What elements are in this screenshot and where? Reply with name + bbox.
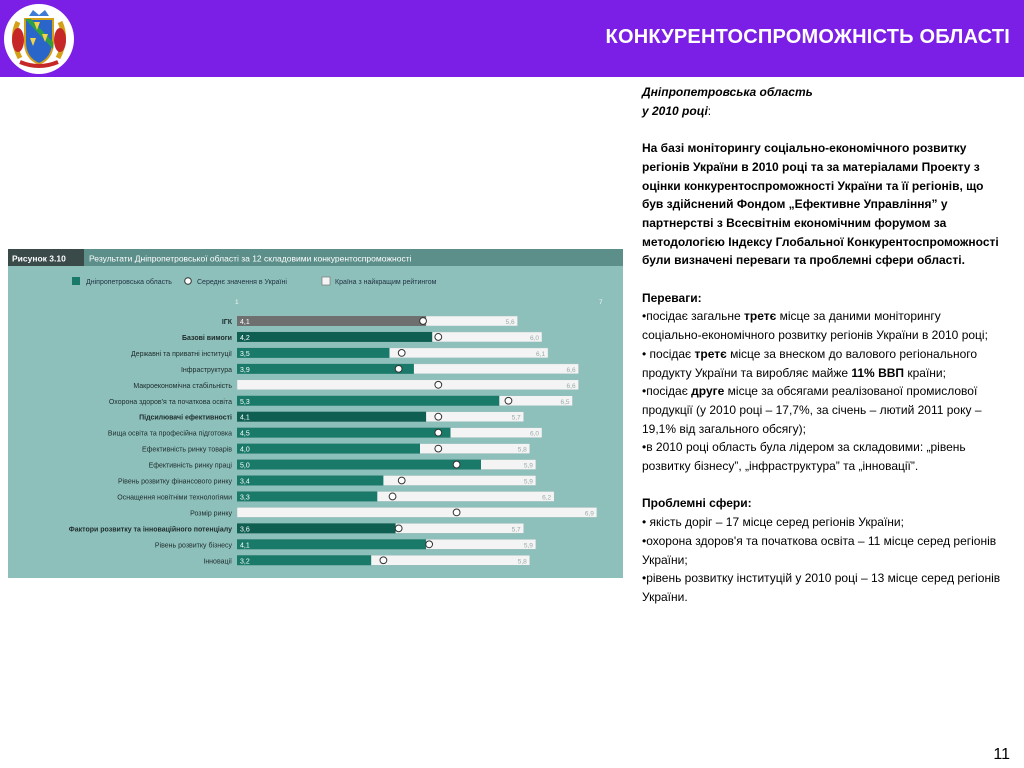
region-value: 3,3 (240, 494, 250, 502)
best-country-value: 5,8 (517, 446, 527, 454)
region-bar (237, 396, 499, 406)
best-country-value: 6,5 (560, 398, 570, 406)
region-value: 4,0 (240, 446, 250, 454)
problem-item-1: • якість доріг – 17 місце серед регіонів України; (642, 515, 904, 530)
category-label: Державні та приватні інституції (130, 350, 232, 358)
region-bar (237, 444, 420, 454)
page-title: КОНКУРЕНТОСПРОМОЖНІСТЬ ОБЛАСТІ (605, 26, 1010, 48)
competitiveness-chart (8, 249, 623, 578)
category-label: Розмір ринку (190, 510, 232, 518)
category-label: Фактори розвитку та інноваційного потенціалу (68, 526, 232, 534)
region-value: 4,2 (240, 334, 250, 342)
region-value: 4,1 (240, 414, 250, 422)
category-label: Інфраструктура (180, 366, 232, 374)
region-bar (237, 364, 414, 374)
best-country-value: 6,0 (529, 334, 539, 342)
best-country-value: 5,7 (511, 526, 521, 534)
region-value: 3,9 (240, 366, 250, 374)
ukraine-average-marker (395, 525, 402, 532)
intro-paragraph: На базі моніторингу соціально-економічного розвитку регіонів України в 2010 році та за матеріалами Проекту з оцінки конкурентоспроможності України та її регіонів, що був здійснений Фондом „Ефективне Управління” у партнерстві з Всесвітнім економічним форумом за методологією Індексу Глобальної Конкурентоспроможності були визначені переваги та проблемні сфери області. (642, 141, 999, 268)
region-bar (237, 523, 396, 533)
region-bar (237, 460, 481, 470)
best-country-value: 6,0 (529, 430, 539, 438)
category-label: Рівень розвитку бізнесу (154, 542, 232, 550)
legend-best-label: Країна з найкращим рейтингом (335, 279, 437, 286)
page-number: 11 (993, 746, 1010, 763)
ukraine-average-marker (395, 365, 402, 372)
category-label: ІГК (221, 319, 232, 326)
best-country-value: 5,7 (511, 414, 521, 422)
best-country-value: 6,2 (542, 494, 552, 502)
figure-label: Рисунок 3.10 (12, 253, 66, 264)
advantage-item-2: • посідає третє місце за внеском до валового регіонального продукту України та виробляє майже 11% ВВП країни; (642, 346, 978, 380)
legend-region-swatch (72, 277, 80, 285)
best-country-value: 5,9 (523, 542, 533, 550)
category-label: Оснащення новітніми технологіями (117, 494, 232, 502)
year-colon: : (707, 103, 712, 118)
region-bar (237, 316, 426, 326)
region-bar (237, 332, 432, 342)
problems-heading: Проблемні сфери: (642, 496, 752, 511)
category-label: Ефективність ринку товарів (142, 446, 232, 454)
coat-of-arms-icon (4, 4, 74, 74)
ukraine-average-marker (380, 557, 387, 564)
header-bar (0, 0, 1024, 77)
advantages-heading: Переваги: (642, 290, 702, 305)
region-bar (237, 428, 451, 438)
ukraine-average-marker (398, 477, 405, 484)
category-label: Вища освіта та професійна підготовка (107, 430, 232, 438)
category-label: Охорона здоров'я та початкова освіта (108, 398, 232, 406)
ukraine-average-marker (453, 461, 460, 468)
best-country-value: 5,6 (505, 319, 515, 326)
ukraine-average-marker (435, 334, 442, 341)
region-name: Дніпропетровська область (642, 85, 813, 99)
ukraine-average-marker (435, 381, 442, 388)
ukraine-average-marker (505, 397, 512, 404)
region-value: 4,1 (240, 542, 250, 550)
ukraine-average-marker (435, 413, 442, 420)
region-value: 4,5 (240, 430, 250, 438)
chart-svg (8, 249, 623, 578)
best-country-value: 6,6 (566, 382, 576, 390)
best-country-value: 5,9 (523, 478, 533, 486)
coat-of-arms-logo (4, 4, 74, 74)
region-bar (237, 476, 383, 486)
region-value: 4,1 (240, 319, 250, 326)
category-label: Рівень розвитку фінансового ринку (117, 478, 232, 486)
ukraine-average-marker (435, 429, 442, 436)
region-value: 5,0 (240, 462, 250, 470)
x-tick-min: 1 (235, 299, 239, 306)
region-value: 3,2 (240, 558, 250, 566)
ukraine-average-marker (420, 318, 427, 325)
region-value: 3,6 (240, 526, 250, 534)
advantage-item-1: •посідає загальне третє місце за даними моніторингу соціально-економічного розвитку регіонів України в 2010 році; (642, 309, 988, 343)
region-value: 3,5 (240, 350, 250, 358)
category-label: Підсилювачі ефективності (139, 414, 232, 422)
best-country-value: 6,6 (566, 366, 576, 374)
advantage-item-3: •посідає друге місце за обсягами реалізованої промислової продукції (у 2010 році – 17,7%, за січень – лютий 2011 року – 19,1% від загального обсягу); (642, 384, 982, 436)
best-country-value: 5,9 (523, 462, 533, 470)
region-bar (237, 348, 390, 358)
legend-avg-label: Середнє значення в Україні (197, 279, 287, 286)
category-label: Ефективність ринку праці (148, 462, 232, 470)
x-tick-max: 7 (599, 299, 603, 306)
ukraine-average-marker (453, 509, 460, 516)
problem-item-2: •охорона здоров'я та початкова освіта – 11 місце серед регіонів України; (642, 533, 997, 567)
ukraine-average-marker (389, 493, 396, 500)
category-label: Інновації (203, 558, 232, 566)
legend-best-swatch (322, 277, 330, 285)
region-bar (237, 555, 371, 565)
best-country-value: 6,9 (584, 510, 594, 518)
region-value: 5,3 (240, 398, 250, 406)
best-country-value: 6,1 (536, 350, 546, 358)
region-bar (237, 539, 426, 549)
region-year: у 2010 році (642, 103, 708, 118)
ukraine-average-marker (426, 541, 433, 548)
category-label: Базові вимоги (182, 334, 232, 342)
legend-region-label: Дніпропетровська область (86, 279, 172, 286)
region-bar (237, 412, 426, 422)
region-value: 3,4 (240, 478, 250, 486)
description-panel (642, 83, 1002, 607)
ukraine-average-marker (435, 445, 442, 452)
best-country-value: 5,8 (517, 558, 527, 566)
ukraine-average-marker (398, 350, 405, 357)
advantage-item-4: •в 2010 році область була лідером за складовими: „рівень розвитку бізнесу”, „інфраструктура” та „інновації”. (642, 440, 966, 474)
best-country-bar (237, 507, 597, 517)
legend-avg-marker (185, 278, 192, 285)
region-bar (237, 491, 377, 501)
chart-title: Результати Дніпропетровської області за 12 складовими конкурентоспроможності (89, 253, 412, 264)
problem-item-3: •рівень розвитку інституцій у 2010 році – 13 місце серед регіонів України. (642, 571, 1001, 604)
category-label: Макроекономічна стабільність (133, 382, 232, 390)
best-country-bar (237, 380, 579, 390)
